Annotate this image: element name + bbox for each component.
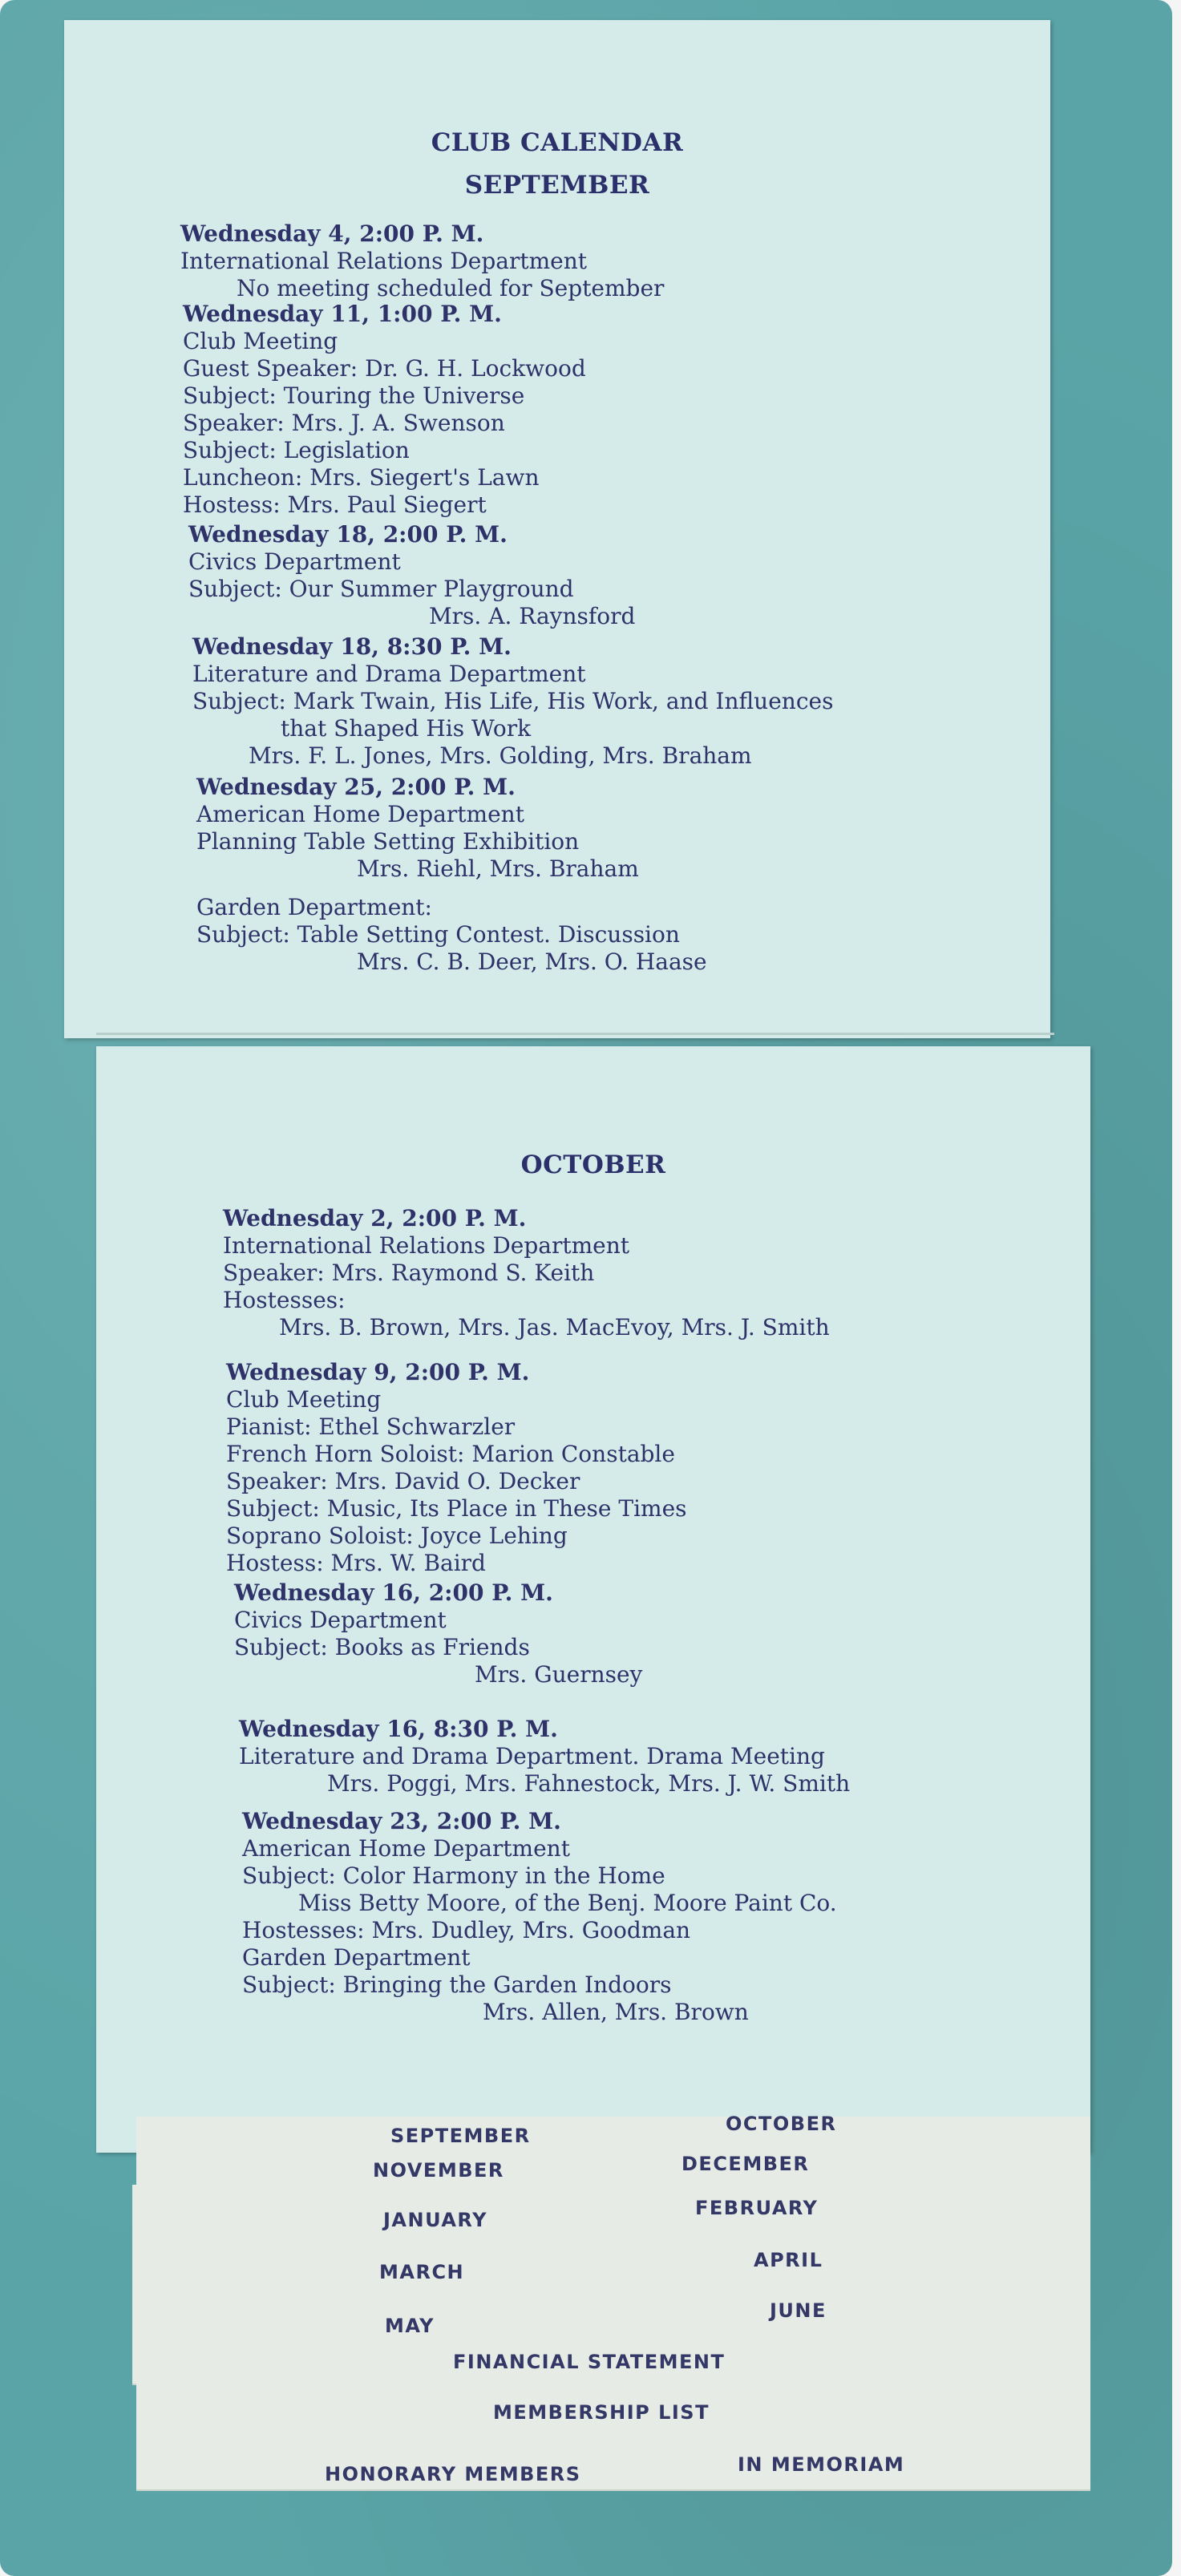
september-heading: SEPTEMBER [464,171,650,200]
entry-line: Civics Department [188,548,401,575]
entry-line: Speaker: Mrs. David O. Decker [226,1468,580,1494]
oct-entry-2 [226,1359,687,1577]
page-september [64,20,1050,1038]
entry-line: Hostesses: Mrs. Dudley, Mrs. Goodman [242,1917,691,1943]
entry-date: Wednesday 25, 2:00 P. M. [196,774,516,800]
entry-line: Literature and Drama Department [192,661,586,687]
entry-line: Civics Department [234,1607,447,1633]
entry-date: Wednesday 2, 2:00 P. M. [223,1205,527,1231]
entry-line: American Home Department [196,801,524,827]
entry-line: Mrs. F. L. Jones, Mrs. Golding, Mrs. Braham [249,742,752,769]
entry-line: Subject: Mark Twain, His Life, His Work, and Influences [192,688,834,714]
entry-line: Subject: Touring the Universe [183,382,525,409]
october-heading: OCTOBER [520,1151,666,1179]
entry-line: Subject: Books as Friends [234,1634,530,1660]
tab-january[interactable]: JANUARY [383,2209,487,2231]
entry-line: No meeting scheduled for September [237,275,665,301]
entry-line: Garden Department [242,1944,471,1971]
tab-strip-7[interactable] [136,2433,1090,2491]
entry-line: Mrs. Riehl, Mrs. Braham [357,855,639,882]
entry-line: International Relations Department [223,1232,630,1259]
entry-line: Subject: Our Summer Playground [188,576,574,602]
tab-in-memoriam[interactable]: IN MEMORIAM [738,2453,905,2476]
entry-line: Mrs. B. Brown, Mrs. Jas. MacEvoy, Mrs. J. Smith [279,1314,830,1341]
tab-october[interactable]: OCTOBER [726,2113,837,2135]
tab-may[interactable]: MAY [385,2315,435,2337]
calendar-title: CLUB CALENDAR [431,128,684,157]
entry-date: Wednesday 16, 8:30 P. M. [239,1716,558,1742]
tab-november[interactable]: NOVEMBER [373,2159,504,2182]
page-october [96,1046,1090,2153]
sept-entry-3 [188,521,635,630]
tab-strip-1[interactable] [136,2117,1090,2186]
entry-line: Soprano Soloist: Joyce Lehing [226,1523,568,1549]
entry-line: Mrs. Allen, Mrs. Brown [483,1999,749,2025]
entry-line: Subject: Color Harmony in the Home [242,1862,665,1889]
tab-strip-3[interactable] [132,2234,1090,2286]
entry-line: Hostesses: [223,1287,346,1313]
entry-line: Subject: Music, Its Place in These Times [226,1495,687,1522]
entry-line: Planning Table Setting Exhibition [196,828,580,855]
oct-entry-3 [234,1579,642,1688]
entry-line: International Relations Department [180,248,588,274]
entry-line: Speaker: Mrs. Raymond S. Keith [223,1260,595,1286]
entry-date: Wednesday 18, 8:30 P. M. [192,633,512,660]
entry-line: Club Meeting [183,328,338,354]
entry-line: that Shaped His Work [281,715,532,742]
tab-december[interactable]: DECEMBER [682,2153,810,2175]
entry-line: Subject: Table Setting Contest. Discussion [196,921,680,948]
entry-date: Wednesday 23, 2:00 P. M. [242,1808,561,1834]
entry-line: Hostess: Mrs. Paul Siegert [183,491,487,518]
sept-entry-5 [196,774,707,976]
sept-entry-2 [183,301,586,519]
entry-line: Hostess: Mrs. W. Baird [226,1550,486,1576]
entry-date: Wednesday 16, 2:00 P. M. [234,1579,553,1606]
entry-line: Mrs. Poggi, Mrs. Fahnestock, Mrs. J. W. Smith [327,1770,851,1797]
tab-june[interactable]: JUNE [770,2299,827,2322]
entry-date: Wednesday 18, 2:00 P. M. [188,521,508,548]
oct-entry-1 [223,1205,830,1341]
entry-date: Wednesday 4, 2:00 P. M. [180,220,484,247]
entry-date: Wednesday 11, 1:00 P. M. [183,301,502,327]
entry-line: Guest Speaker: Dr. G. H. Lockwood [183,355,586,382]
entry-line: Subject: Legislation [183,437,410,463]
tab-september[interactable]: SEPTEMBER [390,2125,531,2147]
tab-february[interactable]: FEBRUARY [695,2197,819,2219]
sept-entry-1 [180,220,664,302]
entry-line: Speaker: Mrs. J. A. Swenson [183,410,505,436]
entry-line: Pianist: Ethel Schwarzler [226,1413,516,1440]
tab-strip-2[interactable] [132,2185,1090,2236]
tab-membership-list[interactable]: MEMBERSHIP LIST [493,2401,710,2424]
entry-line: Mrs. A. Raynsford [429,603,636,629]
oct-entry-5 [242,1808,837,2026]
entry-line: Garden Department: [196,894,432,920]
entry-line: Luncheon: Mrs. Siegert's Lawn [183,464,540,491]
sept-entry-4 [192,633,833,770]
tab-honorary-members[interactable]: HONORARY MEMBERS [325,2463,581,2485]
entry-line: Subject: Bringing the Garden Indoors [242,1971,672,1998]
tab-april[interactable]: APRIL [754,2249,823,2271]
entry-line: Miss Betty Moore, of the Benj. Moore Paint Co. [298,1890,837,1916]
entry-line: Mrs. C. B. Deer, Mrs. O. Haase [357,948,707,975]
entry-line: Literature and Drama Department. Drama Meeting [239,1743,825,1769]
entry-line: Mrs. Guernsey [475,1661,643,1688]
tab-march[interactable]: MARCH [379,2261,465,2283]
entry-date: Wednesday 9, 2:00 P. M. [226,1359,530,1385]
entry-line: Club Meeting [226,1386,382,1413]
tab-strip-4[interactable] [132,2284,1090,2335]
oct-entry-4 [239,1716,850,1798]
tab-financial-statement[interactable]: FINANCIAL STATEMENT [453,2351,726,2373]
entry-line: American Home Department [242,1835,570,1862]
entry-line: French Horn Soloist: Marion Constable [226,1441,675,1467]
